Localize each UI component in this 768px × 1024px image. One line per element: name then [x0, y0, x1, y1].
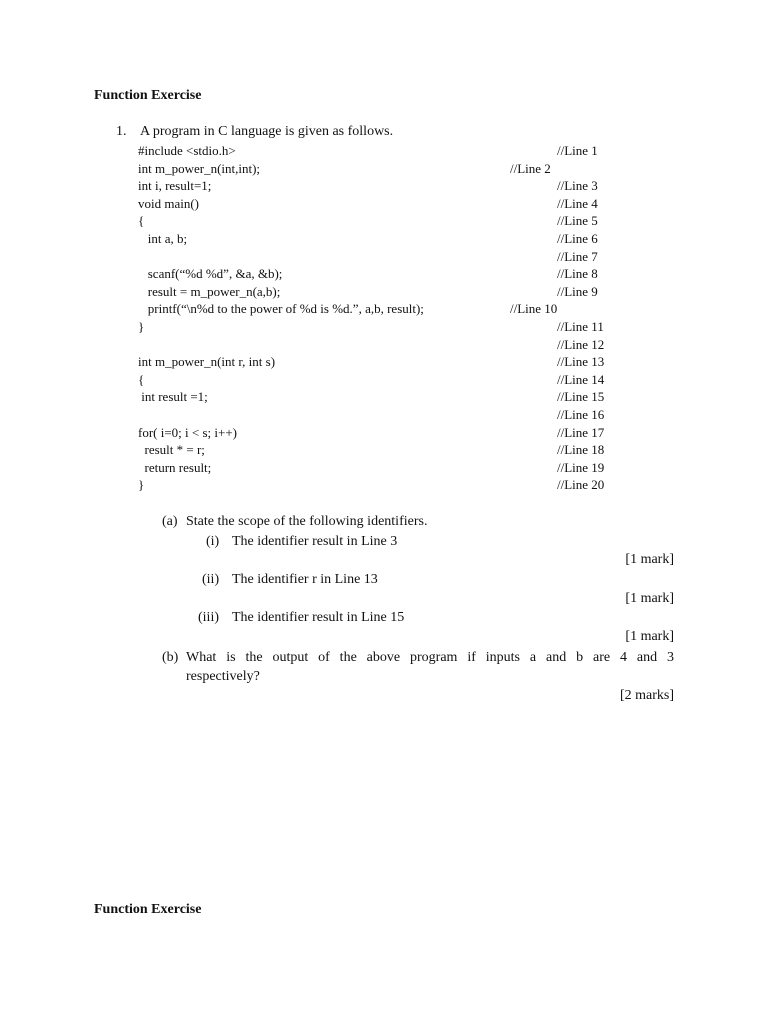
- code-line: printf(“\n%d to the power of %d is %d.”, a,b, result);: [138, 301, 424, 317]
- line-comment: //Line 2: [510, 160, 551, 176]
- line-comment: //Line 7: [557, 248, 598, 264]
- question-number: 1.: [116, 124, 127, 139]
- part-a-iii-marks: [1 mark]: [625, 629, 674, 644]
- line-comment: //Line 13: [557, 354, 605, 370]
- part-b-text-line2: respectively?: [186, 669, 260, 684]
- line-comment: //Line 12: [557, 336, 605, 352]
- line-comment: //Line 10: [510, 301, 558, 317]
- question-intro: A program in C language is given as follows.: [140, 124, 394, 139]
- line-comment: //Line 19: [557, 459, 605, 475]
- part-a-i-text: The identifier result in Line 3: [232, 534, 398, 549]
- line-comment: //Line 11: [557, 319, 604, 334]
- line-comment: //Line 20: [557, 477, 605, 493]
- line-comment: //Line 9: [557, 283, 598, 299]
- code-line: result = m_power_n(a,b);: [138, 283, 281, 299]
- line-comment: //Line 15: [557, 389, 605, 405]
- line-comment: //Line 4: [557, 195, 598, 211]
- line-comment: //Line 8: [557, 266, 598, 282]
- part-a-iii-label: (iii): [198, 610, 219, 625]
- line-comment: //Line 5: [557, 213, 598, 229]
- code-line: for( i=0; i < s; i++): [138, 424, 238, 440]
- line-comment: //Line 3: [557, 178, 598, 194]
- code-line: int a, b;: [138, 231, 188, 246]
- page-title-repeat: Function Exercise: [94, 902, 202, 917]
- code-line: int result =1;: [138, 389, 208, 405]
- code-line: {: [138, 371, 145, 387]
- code-line: scanf(“%d %d”, &a, &b);: [138, 266, 283, 282]
- code-line: }: [138, 477, 145, 493]
- code-line: int m_power_n(int r, int s): [138, 354, 276, 370]
- part-a-i-label: (i): [206, 534, 220, 549]
- part-b-marks: [2 marks]: [619, 688, 674, 703]
- code-line: return result;: [138, 459, 212, 475]
- code-line: result * = r;: [138, 442, 205, 458]
- code-line: int m_power_n(int,int);: [138, 160, 261, 176]
- line-comment: //Line 18: [557, 442, 605, 458]
- part-a-ii-label: (ii): [202, 572, 220, 587]
- part-a-label: (a): [162, 514, 178, 529]
- line-comment: //Line 14: [557, 371, 605, 387]
- code-line: int i, result=1;: [138, 178, 212, 194]
- line-comment: //Line 17: [557, 424, 605, 440]
- part-a-ii-marks: [1 mark]: [625, 591, 674, 606]
- part-a-iii-text: The identifier result in Line 15: [232, 610, 405, 625]
- part-b-label: (b): [162, 650, 179, 665]
- part-a-i-marks: [1 mark]: [625, 552, 674, 567]
- part-a-text: State the scope of the following identifiers.: [186, 514, 428, 529]
- line-comment: //Line 1: [557, 143, 598, 158]
- code-line: #include <stdio.h>: [138, 143, 236, 158]
- code-line: }: [138, 319, 145, 334]
- line-comment: //Line 6: [557, 231, 598, 246]
- part-a-ii-text: The identifier r in Line 13: [232, 572, 378, 587]
- code-line: void main(): [138, 195, 200, 211]
- code-line: {: [138, 213, 145, 229]
- page-title: Function Exercise: [94, 88, 202, 103]
- line-comment: //Line 16: [557, 407, 605, 422]
- part-b-text-line1: What is the output of the above program if inputs a and b are 4 and 3: [186, 650, 674, 665]
